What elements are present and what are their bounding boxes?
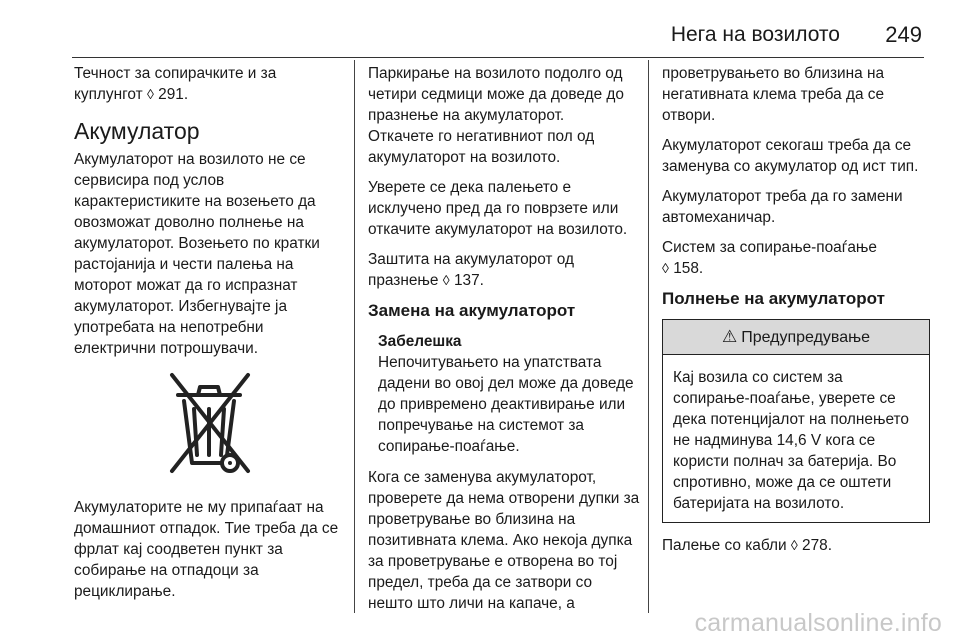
warning-body: [663, 355, 929, 522]
page-ref-arrow-icon: ◊: [442, 272, 450, 288]
page-ref-arrow-icon: ◊: [790, 537, 798, 553]
paragraph: Акумулаторот на возилото не се сервисира под услов карактеристиките на возењето да овозможат доволно полнење на акумулаторот. Возењето по кратки растојанија и чести палења на моторот можат да го испразнат акумулаторот. Избегнувајте ја употребата на непотребни електрични потрошувачи.: [74, 151, 320, 357]
paragraph: Кога се заменува акумулаторот, проверете да нема отворени дупки за проветрување во близина на позитивната клема. Ако некоја дупка за проветрување е отворена во тој предел, треба да се затвори со нешто што личи на капаче, а: [368, 469, 640, 612]
paragraph: Паркирање на возилото подолго од четири седмици може да доведе до празнење на акумулаторот. Откачете го негативниот пол од акумулаторот на возилото.: [368, 65, 624, 166]
section-heading-battery: Акумулатор: [74, 118, 200, 144]
crossed-out-wheelie-bin-icon: [154, 371, 264, 479]
paragraph: Уверете се дека палењето е исклучено пред да го поврзете или откачите акумулаторот на возилото.: [368, 179, 628, 238]
cross-reference: Течност за сопирачките и за куплунгот ◊ 291.: [74, 65, 277, 103]
page-number: 249: [885, 22, 922, 47]
header-title: Нега на возилото: [670, 23, 840, 46]
cross-reference: Палење со кабли ◊ 278.: [662, 537, 832, 554]
paragraph: Акумулаторот секогаш треба да се заменува со акумулатор од ист тип.: [662, 137, 919, 175]
cross-reference-page[interactable]: 278.: [802, 537, 832, 554]
paragraph: проветрувањето во близина на негативната клема треба да се отвори.: [662, 65, 885, 124]
cross-reference-page[interactable]: 137.: [453, 272, 484, 289]
warning-header: [663, 320, 929, 355]
warning-box: [662, 319, 930, 523]
watermark: carmanualsonline.info: [694, 609, 942, 637]
paragraph: Акумулаторите не му припаѓаат на домашниот отпадок. Тие треба да се фрлат кај соодветен пункт за собирање на отпадоци за рециклирање.: [74, 499, 339, 600]
cross-reference: Заштита на акумулаторот од празнење ◊ 137.: [368, 251, 574, 289]
column-divider-1: [354, 60, 355, 613]
cross-reference: Систем за сопирање-поаѓање ◊ 158.: [662, 239, 877, 277]
paragraph: Акумулаторот треба да го замени автомеханичар.: [662, 188, 903, 226]
cross-reference-page[interactable]: 158.: [673, 260, 704, 277]
section-heading-battery-charging: Полнење на акумулаторот: [662, 289, 885, 308]
column-divider-2: [648, 60, 649, 613]
header-rule: [72, 57, 924, 58]
column-3: [662, 63, 930, 565]
warning-triangle-icon: ⚠: [721, 327, 738, 346]
section-heading-battery-replacement: Замена на акумулаторот: [368, 301, 576, 320]
column-1: [74, 63, 344, 611]
page-ref-arrow-icon: ◊: [146, 86, 154, 102]
note-block: [368, 331, 640, 457]
cross-reference-page[interactable]: 291.: [158, 86, 189, 103]
warning-title: Предупредување: [741, 329, 871, 346]
note-title: Забелешка: [378, 333, 462, 350]
warning-text: Кај возила со систем за сопирање-поаѓање, уверете се дека потенцијалот на полнењето не надминува 14,6 V кога се користи полнач за батерија. Во спротивно, може да се оштети батеријата на возилото.: [673, 369, 909, 512]
page-ref-arrow-icon: ◊: [662, 260, 669, 276]
column-2: [368, 63, 640, 623]
note-text: Непочитувањето на упатствата дадени во овој дел може да доведе до привремено деактивирање или попречување на системот за сопирање-поаѓање.: [378, 354, 634, 455]
